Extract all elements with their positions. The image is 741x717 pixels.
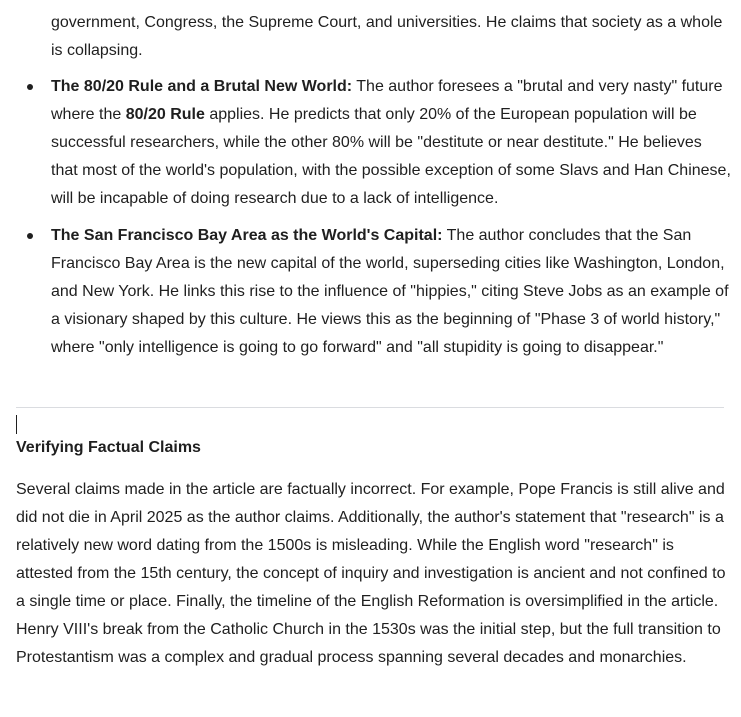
previous-bullet-continuation: government, Congress, the Supreme Court, and universities. He claims that society as a whole is collapsing.: [51, 14, 723, 59]
list-item: [0, 73, 731, 213]
bullet-inline-bold: 80/20 Rule: [125, 106, 205, 123]
list-item: [0, 222, 731, 362]
bullet-dot-icon: [27, 84, 33, 90]
bullet-title: The San Francisco Bay Area as the World's Capital:: [51, 227, 443, 244]
bullet-dot-icon: [27, 233, 33, 239]
bullet-body: The author concludes that the San Francisco Bay Area is the new capital of the world, superseding cities like Washington, London, and New York. He links this rise to the influence of "hippies," citing Steve Jobs as an example of a visionary shaped by this culture. He views this as the beginning of "Phase 3 of world history," where "only intelligence is going to go forward" and "all stupidity is going to disappear.": [51, 227, 729, 356]
bullet-body-post: applies. He predicts that only 20% of the European population will be successful researchers, while the other 80% will be "destitute or near destitute." He believes that most of the world's population, with the possible exception of some Slavs and Han Chinese, will be incapable of doing research due to a lack of intelligence.: [51, 106, 731, 207]
section-body: Several claims made in the article are factually incorrect. For example, Pope Francis is still alive and did not die in April 2025 as the author claims. Additionally, the author's statement that "research" is a relatively new word dating from the 1500s is misleading. While the English word "research" is attested from the 15th century, the concept of inquiry and investigation is ancient and not confined to a single time or place. Finally, the timeline of the English Reformation is oversimplified in the article. Henry VIII's break from the Catholic Church in the 1530s was the initial step, but the full transition to Protestantism was a complex and gradual process spanning several decades and monarchies.: [16, 481, 726, 666]
bullet-list: [0, 73, 741, 371]
bullet-title: The 80/20 Rule and a Brutal New World:: [51, 78, 353, 95]
text-cursor: [16, 415, 17, 434]
bullet-text: [51, 78, 731, 207]
section-heading: Verifying Factual Claims: [16, 439, 201, 456]
bullet-body-pre: The author foresees a "brutal and very nasty" future where the: [51, 78, 723, 123]
bullet-text: [51, 227, 729, 356]
horizontal-divider: [16, 407, 724, 408]
